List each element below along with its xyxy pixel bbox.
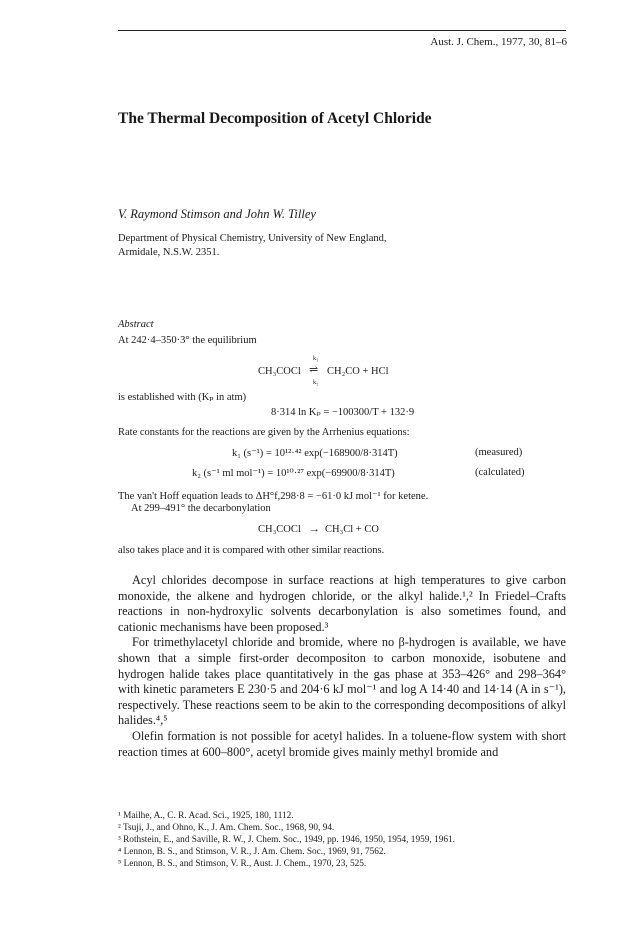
abstract-line: At 242·4–350·3° the equilibrium [118,335,257,346]
body-text [118,573,566,760]
journal-citation: Aust. J. Chem., 1977, 30, 81–6 [430,36,567,48]
rate-constant-label: k₁ [313,355,319,362]
footnote: ⁴ Lennon, B. S., and Stimson, V. R., J. Am. Chem. Soc., 1969, 91, 7562. [118,847,386,857]
paragraph: For trimethylacetyl chloride and bromide, where no β-hydrogen is available, we have shown that a simple first-order decompositon to carbon monoxide, isobutene and hydrogen halide takes place quantitatively in the gas phase at 353–426° and 298–364° with kinetic parameters E 230·5 and 204·6 kJ mol⁻¹ and log A 14·40 and 14·14 (A in s⁻¹), respectively. These reactions seem to be akin to the corresponding decompositions of alkyl halides.⁴,⁵ [118,635,566,728]
abstract-line: Rate constants for the reactions are given by the Arrhenius equations: [118,427,410,438]
equation-products: CH₃Cl + CO [325,524,379,535]
footnote: ⁵ Lennon, B. S., and Stimson, V. R., Aust. J. Chem., 1970, 23, 525. [118,859,367,869]
arrhenius-equation: k₂ (s⁻¹ ml mol⁻¹) = 10¹⁰·²⁷ exp(−69900/8·314T) [192,468,395,479]
equation-reactant: CH₃COCl [258,366,301,377]
paper-title: The Thermal Decomposition of Acetyl Chloride [118,110,432,127]
footnote: ² Tsuji, J., and Ohno, K., J. Am. Chem. Soc., 1968, 90, 94. [118,823,335,833]
footnote: ³ Rothstein, E., and Saville, R. W., J. Chem. Soc., 1949, pp. 1946, 1950, 1954, 1959, 1961. [118,835,455,845]
header-rule [118,30,566,31]
footnote: ¹ Mailhe, A., C. R. Acad. Sci., 1925, 180, 1112. [118,811,294,821]
rate-constant-label: k₂ [313,379,319,386]
equilibrium-constant-equation: 8·314 ln Kₚ = −100300/T + 132·9 [271,407,415,418]
abstract-line: At 299–491° the decarbonylation [131,503,271,514]
affiliation [118,232,386,260]
affiliation-line: Department of Physical Chemistry, University of New England, [118,233,387,244]
equation-note: (measured) [475,447,523,458]
equation-reactant: CH₃COCl [258,524,301,535]
affiliation-line: Armidale, N.S.W. 2351. [118,247,220,258]
abstract-line: is established with (Kₚ in atm) [118,392,247,403]
abstract-heading: Abstract [118,319,154,330]
arrhenius-equation: k₁ (s⁻¹) = 10¹²·⁴² exp(−168900/8·314T) [232,448,398,459]
abstract-line: also takes place and it is compared with other similar reactions. [118,545,385,556]
equation-note: (calculated) [475,467,525,478]
authors: V. Raymond Stimson and John W. Tilley [118,207,316,221]
abstract-line: The van't Hoff equation leads to ΔH°f,298·8 = −61·0 kJ mol⁻¹ for ketene. [118,491,429,502]
paragraph: Olefin formation is not possible for acetyl halides. In a toluene-flow system with short reaction times at 600–800°, acetyl bromide gives mainly methyl bromide and [118,728,566,759]
equation-products: CH₂CO + HCl [327,366,389,377]
reaction-arrow-icon: → [309,523,320,535]
paragraph: Acyl chlorides decompose in surface reactions at high temperatures to give carbon monoxide, the alkene and hydrogen chloride, or the alkyl halide.¹,² In Friedel–Crafts reactions in non-hydroxylic solvents decarbonylation is also sometimes found, and cationic mechanisms have been proposed.³ [118,573,566,634]
equilibrium-arrows-icon: ⇌ [309,364,319,376]
